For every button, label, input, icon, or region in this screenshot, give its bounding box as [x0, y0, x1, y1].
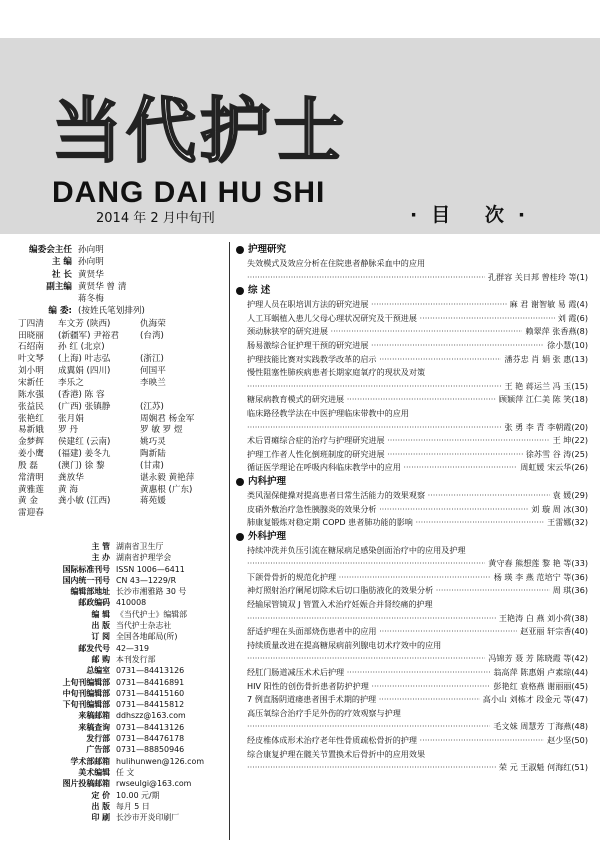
toc-entry[interactable] [236, 489, 588, 503]
member-name: 田晓丽 [18, 330, 44, 341]
toc-entry-title-text[interactable]: 护理人员在职培训方法的研究进展 [247, 299, 369, 310]
staff-label: 副主编 [46, 281, 72, 292]
toc-entry[interactable] [236, 734, 588, 748]
toc-entry-title-text[interactable]: 术后胃瘫综合症的治疗与护理研究进展 [247, 435, 385, 446]
pub-label: 广告部 [86, 745, 110, 755]
member-name: 龚小敏 (江西) [58, 496, 111, 507]
toc-entry [236, 380, 588, 394]
leader-dots [247, 652, 485, 666]
toc-entry-title[interactable] [247, 693, 480, 707]
member-name: 李乐之 [58, 378, 84, 388]
toc-entry-title[interactable] [247, 312, 555, 326]
pub-row [30, 688, 228, 699]
pub-label: 主 办 [91, 553, 110, 563]
staff-row [18, 293, 226, 305]
pub-label: 来稿邮箱 [78, 711, 110, 721]
toc-entry-authors: 孔群容 关日邦 曾桂玲 等(1) [485, 271, 588, 285]
toc-entry-authors: 荣 元 王淑魁 何海红(51) [496, 761, 588, 775]
toc-entry-title-text[interactable]: 循证医学理论在呼吸内科临床教学中的应用 [247, 462, 401, 473]
staff-row [18, 269, 226, 281]
pub-value: 0731—84413126 [116, 666, 185, 676]
toc-entry [236, 720, 588, 734]
toc-entry[interactable] [236, 680, 588, 694]
staff-value: 蒋冬梅 [78, 294, 104, 305]
toc-entry [236, 612, 588, 626]
staff-label: 编 委: [48, 306, 72, 317]
toc-entry-title[interactable] [247, 734, 544, 748]
toc-entry-authors: 高小山 刘栋才 段金元 等(47) [480, 693, 588, 707]
toc-entry-authors: 徐小慧(10) [544, 339, 588, 353]
leader-dots [247, 612, 496, 626]
toc-entry-title-text[interactable]: 肺康复锻炼对稳定期 COPD 患者肺功能的影响 [247, 517, 413, 528]
member-name: (澳门) 徐 黎 [58, 460, 105, 471]
pub-value: hulihunwen@126.com [116, 756, 205, 766]
member-row [18, 473, 226, 485]
member-row [18, 449, 226, 461]
toc-entry-authors: 王雷娜(32) [544, 516, 588, 530]
staff-row [18, 305, 226, 317]
toc-section-heading [236, 530, 588, 544]
pub-value: 湖南省卫生厅 [116, 542, 164, 551]
pub-value: 42—319 [116, 643, 149, 653]
toc-entry-authors: 毛文妹 周慧芳 丁海燕(48) [490, 720, 588, 734]
pub-value: ISSN 1006—6411 [116, 564, 185, 574]
toc-entry-authors: 刘 璇 周 冰(30) [528, 503, 588, 517]
toc-entry-title[interactable] [247, 448, 523, 462]
staff-value: 孙向明 [78, 257, 104, 268]
pub-value: 10.00 元/期 [116, 790, 160, 800]
toc-entry-title-text[interactable]: 糖尿病教育模式的研究进展 [247, 394, 345, 405]
toc-entry[interactable] [236, 393, 588, 407]
toc-entry-authors: 徐苏雪 谷 涛(25) [523, 448, 588, 462]
leader-dots [247, 380, 501, 394]
toc-entry-title[interactable] [247, 393, 496, 407]
pub-row [30, 790, 228, 801]
member-name: 殷 磊 [18, 460, 38, 471]
member-row [18, 508, 226, 520]
editorial-board [18, 244, 226, 520]
member-name: 侯建红 (云南) [58, 437, 111, 448]
member-name: 蒋苑媛 [140, 496, 166, 507]
member-name: 罗 丹 [58, 425, 78, 436]
member-name: 黄 金 [18, 496, 38, 507]
staff-value: 黄贤华 曾 清 [78, 281, 127, 292]
member-row [18, 437, 226, 449]
pub-label: 邮发代号 [78, 643, 110, 653]
member-name: (广西) 张镇静 [58, 401, 111, 412]
pub-label: 订 阅 [91, 632, 110, 642]
pub-row [30, 665, 228, 676]
pub-label: 主 管 [91, 542, 110, 551]
bullet-icon [236, 246, 244, 254]
pub-row [30, 564, 228, 575]
toc-entry-authors: 王 艳 蒋运兰 冯 玉(15) [501, 380, 588, 394]
toc-entry-authors: 冯锦芳 聂 芳 陈晓霞 等(42) [485, 652, 588, 666]
member-row [18, 319, 226, 331]
member-name: 陶新陆 [140, 449, 166, 460]
member-name [58, 508, 140, 520]
toc-entry-title[interactable]: 经输尿管镜双 J 管置入术治疗妊娠合并肾绞痛的护理 [247, 599, 433, 610]
pub-row [30, 767, 228, 778]
section-name: 护理研究 [248, 244, 287, 255]
pub-value: 《当代护士》编辑部 [116, 609, 188, 619]
member-row [18, 461, 226, 473]
toc-section-heading [236, 475, 588, 489]
toc-entry-authors: 张 勇 李 青 李朝霞(20) [501, 421, 588, 435]
section-name: 综 述 [248, 285, 271, 297]
member-name: 常清明 [18, 472, 44, 483]
toc-entry-title-text[interactable]: 下颌骨骨折的规范化护理 [247, 571, 337, 582]
toc-entry-title[interactable] [247, 516, 544, 530]
toc-entry[interactable] [236, 516, 588, 530]
pub-value: ddhszz@163.com [116, 711, 186, 721]
member-row [18, 496, 226, 508]
toc-entry-title-text[interactable]: 人工耳蜗植入患儿父母心理状况研究及干预进展 [247, 312, 417, 323]
pub-value: 长沙市开炎印刷厂 [116, 813, 180, 823]
member-name: 姚巧灵 [140, 437, 166, 448]
member-name: 黄 海 [58, 484, 78, 495]
pub-row [30, 744, 228, 755]
pub-row [30, 597, 228, 608]
member-name: (香港) 陈 容 [58, 389, 105, 400]
member-row [18, 485, 226, 497]
member-name: 李映兰 [140, 378, 166, 388]
member-name: 叶文琴 [18, 354, 44, 365]
toc-entry-authors: 麻 君 谢智敏 易 霞(4) [507, 298, 588, 312]
toc-entry-authors: 杨 瑛 李 燕 范培宁 等(36) [491, 571, 588, 585]
pub-row [30, 654, 228, 665]
toc-entry-title[interactable] [247, 666, 490, 680]
toc-entry[interactable] [236, 298, 588, 312]
toc-entry[interactable] [236, 571, 588, 585]
toc-entry-title-text[interactable]: 类风湿保健操对提高患者日常生活能力的效果观察 [247, 489, 426, 500]
toc-entry[interactable] [236, 448, 588, 462]
member-name: 孙 红 (北京) [58, 342, 105, 353]
pub-label: 来稿查询 [78, 722, 110, 732]
toc-entry-title[interactable] [247, 339, 544, 353]
toc-entry-authors: 王艳涛 白 燕 刘小荷(38) [496, 612, 588, 626]
toc-entry-title[interactable] [247, 680, 490, 694]
toc-entry-authors: 黄守春 熊想莲 黎 艳 等(33) [485, 557, 588, 571]
staff-value: (按姓氏笔划排列) [78, 306, 145, 317]
toc-entry-title-text[interactable]: 护理工作者人性化倒班制度的研究进展 [247, 448, 385, 459]
member-name: 黄惠根 (广东) [140, 484, 193, 495]
toc-entry-authors: 袁 媛(29) [550, 489, 588, 503]
member-name: 刘小明 [18, 366, 44, 377]
toc-entry [236, 557, 588, 571]
pub-value: 0731—84415160 [116, 688, 185, 698]
pub-label: 美术编辑 [78, 767, 110, 777]
toc-entry-title[interactable]: 高压氧综合治疗手足外伤的疗效观察与护理 [247, 707, 401, 718]
toc-entry[interactable] [236, 325, 588, 339]
member-row [18, 390, 226, 402]
pub-value: 湖南省护理学会 [116, 553, 172, 563]
pub-value: 0731—84413126 [116, 722, 185, 732]
toc-entry-authors: 王 坤(22) [550, 434, 588, 448]
member-name: (福建) 姜冬九 [58, 449, 111, 460]
pub-row [30, 586, 228, 597]
toc-entry[interactable] [236, 339, 588, 353]
toc-entry-title[interactable]: 持续质量改进在提高糖尿病前列腺电切术疗效中的应用 [247, 639, 442, 650]
toc-entry-title[interactable] [247, 353, 501, 367]
toc-entry-authors: 赵亚丽 轩宗香(40) [517, 625, 588, 639]
staff-value: 黄贤华 [78, 269, 104, 280]
toc-entry-title-text[interactable]: 舒适护理在头面部烧伤患者中的应用 [247, 626, 377, 637]
member-name: (甘肃) [140, 460, 164, 471]
pub-label: 图片投稿邮箱 [62, 779, 110, 789]
toc-entry-title[interactable] [247, 298, 507, 312]
toc-entry-authors: 顾颖萍 江仁美 陈 笑(18) [496, 393, 588, 407]
toc-heading: ·目 次· [410, 204, 540, 226]
leader-dots [247, 761, 496, 775]
member-name: 张月娟 [58, 413, 84, 424]
pub-label: 国际标准刊号 [62, 564, 110, 574]
pub-label: 邮政编码 [78, 598, 110, 608]
toc-entry-title-text[interactable]: 经肛门肠道减压术术后护理 [247, 667, 345, 678]
pub-value: 全国各地邮局(所) [116, 632, 178, 642]
toc-entry[interactable] [236, 666, 588, 680]
pub-row [30, 699, 228, 710]
member-name: 龚放华 [58, 472, 84, 483]
toc-entry [236, 761, 588, 775]
toc-entry-authors: 彭艳红 袁格燕 谢丽丽(45) [490, 680, 588, 694]
toc-entry-title-text[interactable]: 经皮椎体成形术治疗老年性骨质疏松骨折的护理 [247, 735, 417, 745]
toc-entry-authors: 潘芬忠 肖 娟 张 惠(13) [501, 353, 588, 367]
pub-value: 每月 5 日 [116, 801, 150, 811]
pub-label: 中旬刊编辑部 [62, 688, 110, 698]
pub-label: 编 辑 [91, 609, 110, 619]
pub-row [30, 801, 228, 812]
toc-entry-title-text[interactable]: 神灯照射治疗阑尾切除术后切口脂肪液化的效果分析 [247, 585, 434, 596]
toc-entry[interactable] [236, 503, 588, 517]
table-of-contents [236, 243, 588, 775]
toc-entry [236, 421, 588, 435]
member-row [18, 402, 226, 414]
journal-pinyin: DANG DAI HU SHI [52, 176, 326, 209]
bullet-icon [236, 287, 244, 295]
toc-entry-title[interactable]: 持续冲洗并负压引流在糖尿病足感染创面治疗中的应用及护理 [247, 544, 466, 555]
member-name: (台湾) [140, 330, 164, 341]
bullet-icon [236, 478, 244, 486]
toc-entry-title[interactable] [247, 434, 550, 448]
toc-entry-title[interactable] [247, 584, 550, 598]
toc-entry[interactable] [236, 625, 588, 639]
toc-entry-title[interactable] [247, 325, 522, 339]
staff-label: 社 长 [51, 269, 72, 280]
pub-value: 0731—88850946 [116, 745, 185, 755]
toc-entry[interactable] [236, 312, 588, 326]
pub-label: 出 版 [91, 621, 110, 631]
pub-label: 下旬刊编辑部 [62, 700, 110, 710]
toc-entry[interactable] [236, 584, 588, 598]
toc-entry-authors: 刘 霞(6) [555, 312, 588, 326]
toc-entry[interactable] [236, 693, 588, 707]
toc-entry-title-text[interactable]: 肠易激综合征护理干预的研究进展 [247, 339, 369, 350]
toc-section-heading [236, 243, 588, 257]
staff-row [18, 281, 226, 293]
pub-value: 任 文 [116, 767, 135, 777]
member-name: 何国平 [140, 366, 166, 377]
toc-entry-title[interactable] [247, 461, 517, 475]
toc-entry[interactable] [236, 353, 588, 367]
pub-label: 邮 购 [91, 654, 110, 664]
toc-entry-title[interactable]: 慢性阻塞性肺疾病患者长期家庭氧疗的现状及对策 [247, 367, 426, 378]
pub-row [30, 609, 228, 620]
staff-row [18, 244, 226, 256]
column-divider [229, 242, 230, 840]
pub-row [30, 541, 228, 552]
member-name: (上海) 叶志弘 [58, 354, 111, 365]
leader-dots [247, 720, 490, 734]
member-name: 丁四清 [18, 318, 44, 329]
section-name: 内科护理 [248, 475, 287, 487]
member-name [140, 390, 205, 402]
toc-entry-title-text[interactable]: 护理技能比赛对实践教学改革的启示 [247, 353, 377, 364]
toc-entry-title[interactable]: 综合康复护理在髋关节置换术后骨折中的应用效果 [247, 748, 426, 759]
member-name: 雷迎春 [18, 508, 44, 519]
toc-entry [236, 271, 588, 285]
staff-label [18, 293, 78, 305]
toc-entry-authors: 周 琪(36) [550, 584, 588, 598]
leader-dots [247, 271, 485, 285]
member-name [140, 342, 205, 354]
toc-section-heading [236, 284, 588, 298]
toc-entry-title[interactable] [247, 625, 517, 639]
bullet-icon [236, 533, 244, 541]
issue-date: 2014 年 2 月中旬刊 [96, 211, 215, 226]
pub-value: 410008 [116, 598, 147, 608]
pub-label: 编辑部地址 [70, 587, 110, 597]
pub-row [30, 643, 228, 654]
pub-row [30, 756, 228, 767]
pub-value: 本刊发行部 [116, 654, 156, 664]
member-name: 周娴君 杨金军 [140, 413, 195, 424]
pub-label: 发行部 [86, 734, 110, 744]
member-name: 宋新任 [18, 378, 44, 388]
pub-value: rwseulgi@163.com [116, 779, 192, 789]
pub-value: CN 43—1229/R [116, 575, 177, 585]
pub-label: 上旬刊编辑部 [62, 677, 110, 687]
pub-label: 出 版 [91, 801, 110, 811]
pub-row [30, 677, 228, 688]
pub-value: 当代护士杂志社 [116, 621, 172, 631]
pub-row [30, 575, 228, 586]
toc-entry-title-text[interactable]: 7 例直肠阴道瘘患者围手术期的护理 [247, 694, 377, 705]
toc-entry-authors: 赖翠萍 张香燕(8) [522, 325, 588, 339]
pub-row [30, 778, 228, 789]
toc-entry-title[interactable] [247, 503, 528, 517]
member-row [18, 414, 226, 426]
toc-entry-authors: 周虹媛 宋云华(26) [517, 461, 588, 475]
member-name: 陈水强 [18, 389, 44, 400]
toc-entry-title-text[interactable]: 颈动脉狭窄的研究进展 [247, 326, 328, 337]
member-name: 成翼娟 (四川) [58, 366, 111, 377]
member-name: (江苏) [140, 401, 164, 412]
member-name: 张艳红 [18, 413, 44, 424]
publication-info [30, 541, 228, 823]
pub-label: 学术部邮箱 [70, 756, 110, 766]
board-members [18, 319, 226, 520]
toc-entry[interactable] [236, 434, 588, 448]
toc-entry [236, 652, 588, 666]
toc-entry-title[interactable]: 临床路径教学法在中医护理临床带教中的应用 [247, 407, 409, 418]
member-name: 姜小鹰 [18, 449, 44, 460]
member-name: 石绍南 [18, 342, 44, 353]
pub-row [30, 722, 228, 733]
member-row [18, 331, 226, 343]
pub-value: 0731—84476178 [116, 734, 185, 744]
toc-entry-title-text[interactable]: 皮硝外敷治疗急性胰腺炎的效果分析 [247, 503, 377, 514]
toc-entry-title[interactable] [247, 571, 491, 585]
member-name: (新疆军) 尹裕君 [58, 330, 119, 341]
journal-title: 当代护士 [52, 90, 348, 172]
toc-entry-authors: 赵少坚(50) [544, 734, 588, 748]
pub-label: 总编室 [86, 666, 110, 676]
member-name: 车文芳 (陕西) [58, 318, 111, 329]
pub-row [30, 552, 228, 563]
pub-label: 国内统一刊号 [62, 575, 110, 585]
toc-entry-title[interactable]: 失效模式及效应分析在住院患者静脉采血中的应用 [247, 258, 426, 268]
member-name: 仇海荣 [140, 318, 166, 329]
member-row [18, 366, 226, 378]
section-name: 外科护理 [248, 530, 287, 542]
toc-entry[interactable] [236, 461, 588, 475]
member-name: (浙江) [140, 354, 164, 365]
member-row [18, 378, 226, 390]
member-name: 黄雅莲 [18, 484, 44, 495]
pub-value: 0731—84416891 [116, 677, 185, 687]
leader-dots [247, 557, 485, 571]
staff-row [18, 256, 226, 268]
pub-row [30, 620, 228, 631]
staff-value: 孙向明 [78, 245, 104, 255]
pub-value: 长沙市湘雅路 30 号 [116, 587, 187, 597]
toc-entry-authors: 翁高萍 陈惠娟 卢素琼(44) [490, 666, 588, 680]
member-name: 易新娥 [18, 425, 44, 436]
leader-dots [247, 421, 501, 435]
toc-entry-title[interactable] [247, 489, 550, 503]
member-name: 谌永毅 黄艳萍 [140, 472, 195, 483]
member-row [18, 342, 226, 354]
pub-label: 印 刷 [91, 813, 110, 823]
staff-label: 编委会主任 [29, 245, 72, 255]
pub-row [30, 631, 228, 642]
pub-label: 定 价 [91, 790, 110, 800]
member-row [18, 354, 226, 366]
staff-label: 主 编 [51, 257, 72, 268]
member-name: 罗 敏 罗 煜 [140, 425, 183, 436]
member-name: 金梦辉 [18, 437, 44, 448]
pub-value: 0731—84415812 [116, 700, 185, 710]
member-name: 张益民 [18, 401, 44, 412]
pub-row [30, 733, 228, 744]
pub-row [30, 812, 228, 823]
member-row [18, 425, 226, 437]
member-name [140, 508, 205, 520]
toc-entry-title-text[interactable]: HIV 阳性的创伤骨折患者防护护理 [247, 680, 369, 691]
pub-row [30, 710, 228, 721]
